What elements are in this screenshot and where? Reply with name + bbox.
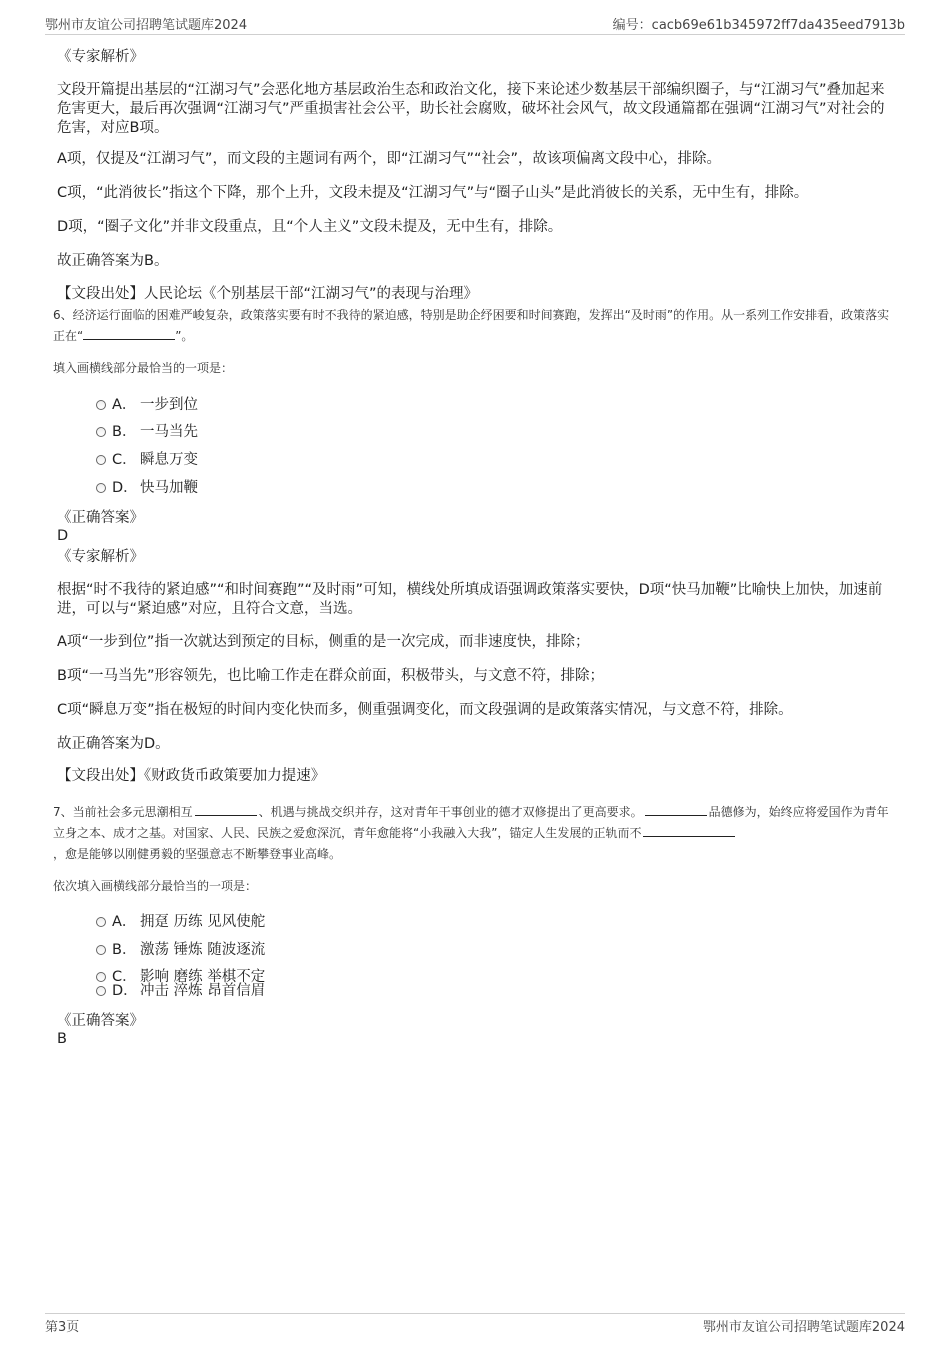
q7-option-a[interactable]: A． 拥趸 历练 见风使舵 <box>96 912 265 932</box>
q6-source: 【文段出处】《财政货币政策要加力提速》 <box>57 768 326 784</box>
q6-option-c[interactable]: C． 瞬息万变 <box>96 450 198 470</box>
radio-icon[interactable] <box>96 400 106 410</box>
q6-analysis-p4: C项“瞬息万变”指在极短的时间内变化快而多，侧重强调变化，而文段强调的是政策落实情况，与文意不符，排除。 <box>57 702 793 718</box>
page-footer <box>45 1313 905 1336</box>
radio-icon[interactable] <box>96 986 106 996</box>
document-id: 编号：cacb69e61b345972ff7da435eed7913b <box>612 18 905 33</box>
q6-option-a[interactable]: A． 一步到位 <box>96 395 198 415</box>
q6-option-b[interactable]: B． 一马当先 <box>96 422 198 442</box>
page-header <box>45 14 905 35</box>
q6-answer-heading: 《正确答案》 <box>57 510 144 526</box>
q6-analysis-p3: B项“一马当先”形容领先，也比喻工作走在群众前面，积极带头，与文意不符，排除； <box>57 668 604 684</box>
radio-icon[interactable] <box>96 427 106 437</box>
q7-option-d[interactable]: D． 冲击 淬炼 昂首信眉 <box>96 981 265 1001</box>
q6-stem-end: ”。 <box>175 329 194 343</box>
q6-stem <box>53 305 898 347</box>
q6-answer: D <box>57 528 69 544</box>
q7-answer: B <box>57 1031 67 1047</box>
q7-stem-part5: ，愈是能够以刚健勇毅的坚强意志不断攀登事业高峰。 <box>53 847 342 861</box>
header-title: 鄂州市友谊公司招聘笔试题库2024 <box>45 18 248 33</box>
radio-icon[interactable] <box>96 483 106 493</box>
q5-analysis-p2: A项，仅提及“江湖习气”，而文段的主题词有两个，即“江湖习气”“社会”，故该项偏离文段中心，排除。 <box>57 151 721 167</box>
radio-icon[interactable] <box>96 945 106 955</box>
q6-analysis-p2: A项“一步到位”指一次就达到预定的目标，侧重的是一次完成，而非速度快，排除； <box>57 634 590 650</box>
q7-option-c[interactable]: C． 影响 磨练 举棋不定 <box>96 967 265 987</box>
q7-stem-part2: 、机遇与挑战交织并存，这对青年干事创业的德才双修提出了更高要求。 <box>258 805 643 819</box>
q7-stem-part1: 7、当前社会多元思潮相互 <box>53 805 193 819</box>
q5-analysis-p4: D项，“圈子文化”并非文段重点，且“个人主义”文段未提及，无中生有，排除。 <box>57 219 563 235</box>
q7-option-b[interactable]: B． 激荡 锤炼 随波逐流 <box>96 940 265 960</box>
q7-prompt: 依次填入画横线部分最恰当的一项是： <box>53 879 258 893</box>
q5-source: 【文段出处】人民论坛《个别基层干部“江湖习气”的表现与治理》 <box>57 286 479 302</box>
footer-title: 鄂州市友谊公司招聘笔试题库2024 <box>702 1320 905 1335</box>
q5-answer-line: 故正确答案为B。 <box>57 253 169 269</box>
q5-analysis-p1: 文段开篇提出基层的“江湖习气”会恶化地方基层政治生态和政治文化，接下来论述少数基层干部编织圈子，与“江湖习气”叠加起来危害更大，最后再次强调“江湖习气”严重损害社会公平，助长社会腐败，破坏社会风气，故文段通篇都在强调“江湖习气”对社会的危害，对应B项。 <box>57 82 885 136</box>
radio-icon[interactable] <box>96 917 106 927</box>
q6-analysis-heading: 《专家解析》 <box>57 549 144 565</box>
q7-stem-part4: 爱国作为青年立身之本、成才之基。对国家、人民、民族之爱愈深沉，青年愈能将“小我融入大我”，锚定人生发展的正轨而不 <box>53 805 889 840</box>
q6-answer-line: 故正确答案为D。 <box>57 736 170 752</box>
q6-prompt: 填入画横线部分最恰当的一项是： <box>53 361 234 375</box>
q7-blank-2 <box>645 803 707 816</box>
q6-option-d[interactable]: D． 快马加鞭 <box>96 478 198 498</box>
q7-answer-heading: 《正确答案》 <box>57 1013 144 1029</box>
q5-analysis-p3: C项，“此消彼长”指这个下降，那个上升，文段未提及“江湖习气”与“圈子山头”是此消彼长的关系，无中生有，排除。 <box>57 185 809 201</box>
q7-stem-part3: 品德修为，始终应将 <box>708 805 817 819</box>
q5-analysis-heading: 《专家解析》 <box>57 49 144 65</box>
q6-stem-text: 6、经济运行面临的困难严峻复杂，政策落实要有时不我待的紧迫感，特别是助企纾困要和时间赛跑，发挥出“及时雨”的作用。从一系列工作安排看，政策落实正在“ <box>53 308 890 343</box>
radio-icon[interactable] <box>96 455 106 465</box>
q7-stem <box>53 802 898 865</box>
q7-blank-1 <box>195 803 257 816</box>
q6-blank <box>83 327 175 340</box>
page-number: 第3页 <box>45 1320 80 1335</box>
q7-blank-3 <box>643 824 735 837</box>
q6-analysis-p1: 根据“时不我待的紧迫感”“和时间赛跑”“及时雨”可知，横线处所填成语强调政策落实要快，D项“快马加鞭”比喻快上加快，加速前进，可以与“紧迫感”对应，且符合文意，当选。 <box>57 582 883 617</box>
